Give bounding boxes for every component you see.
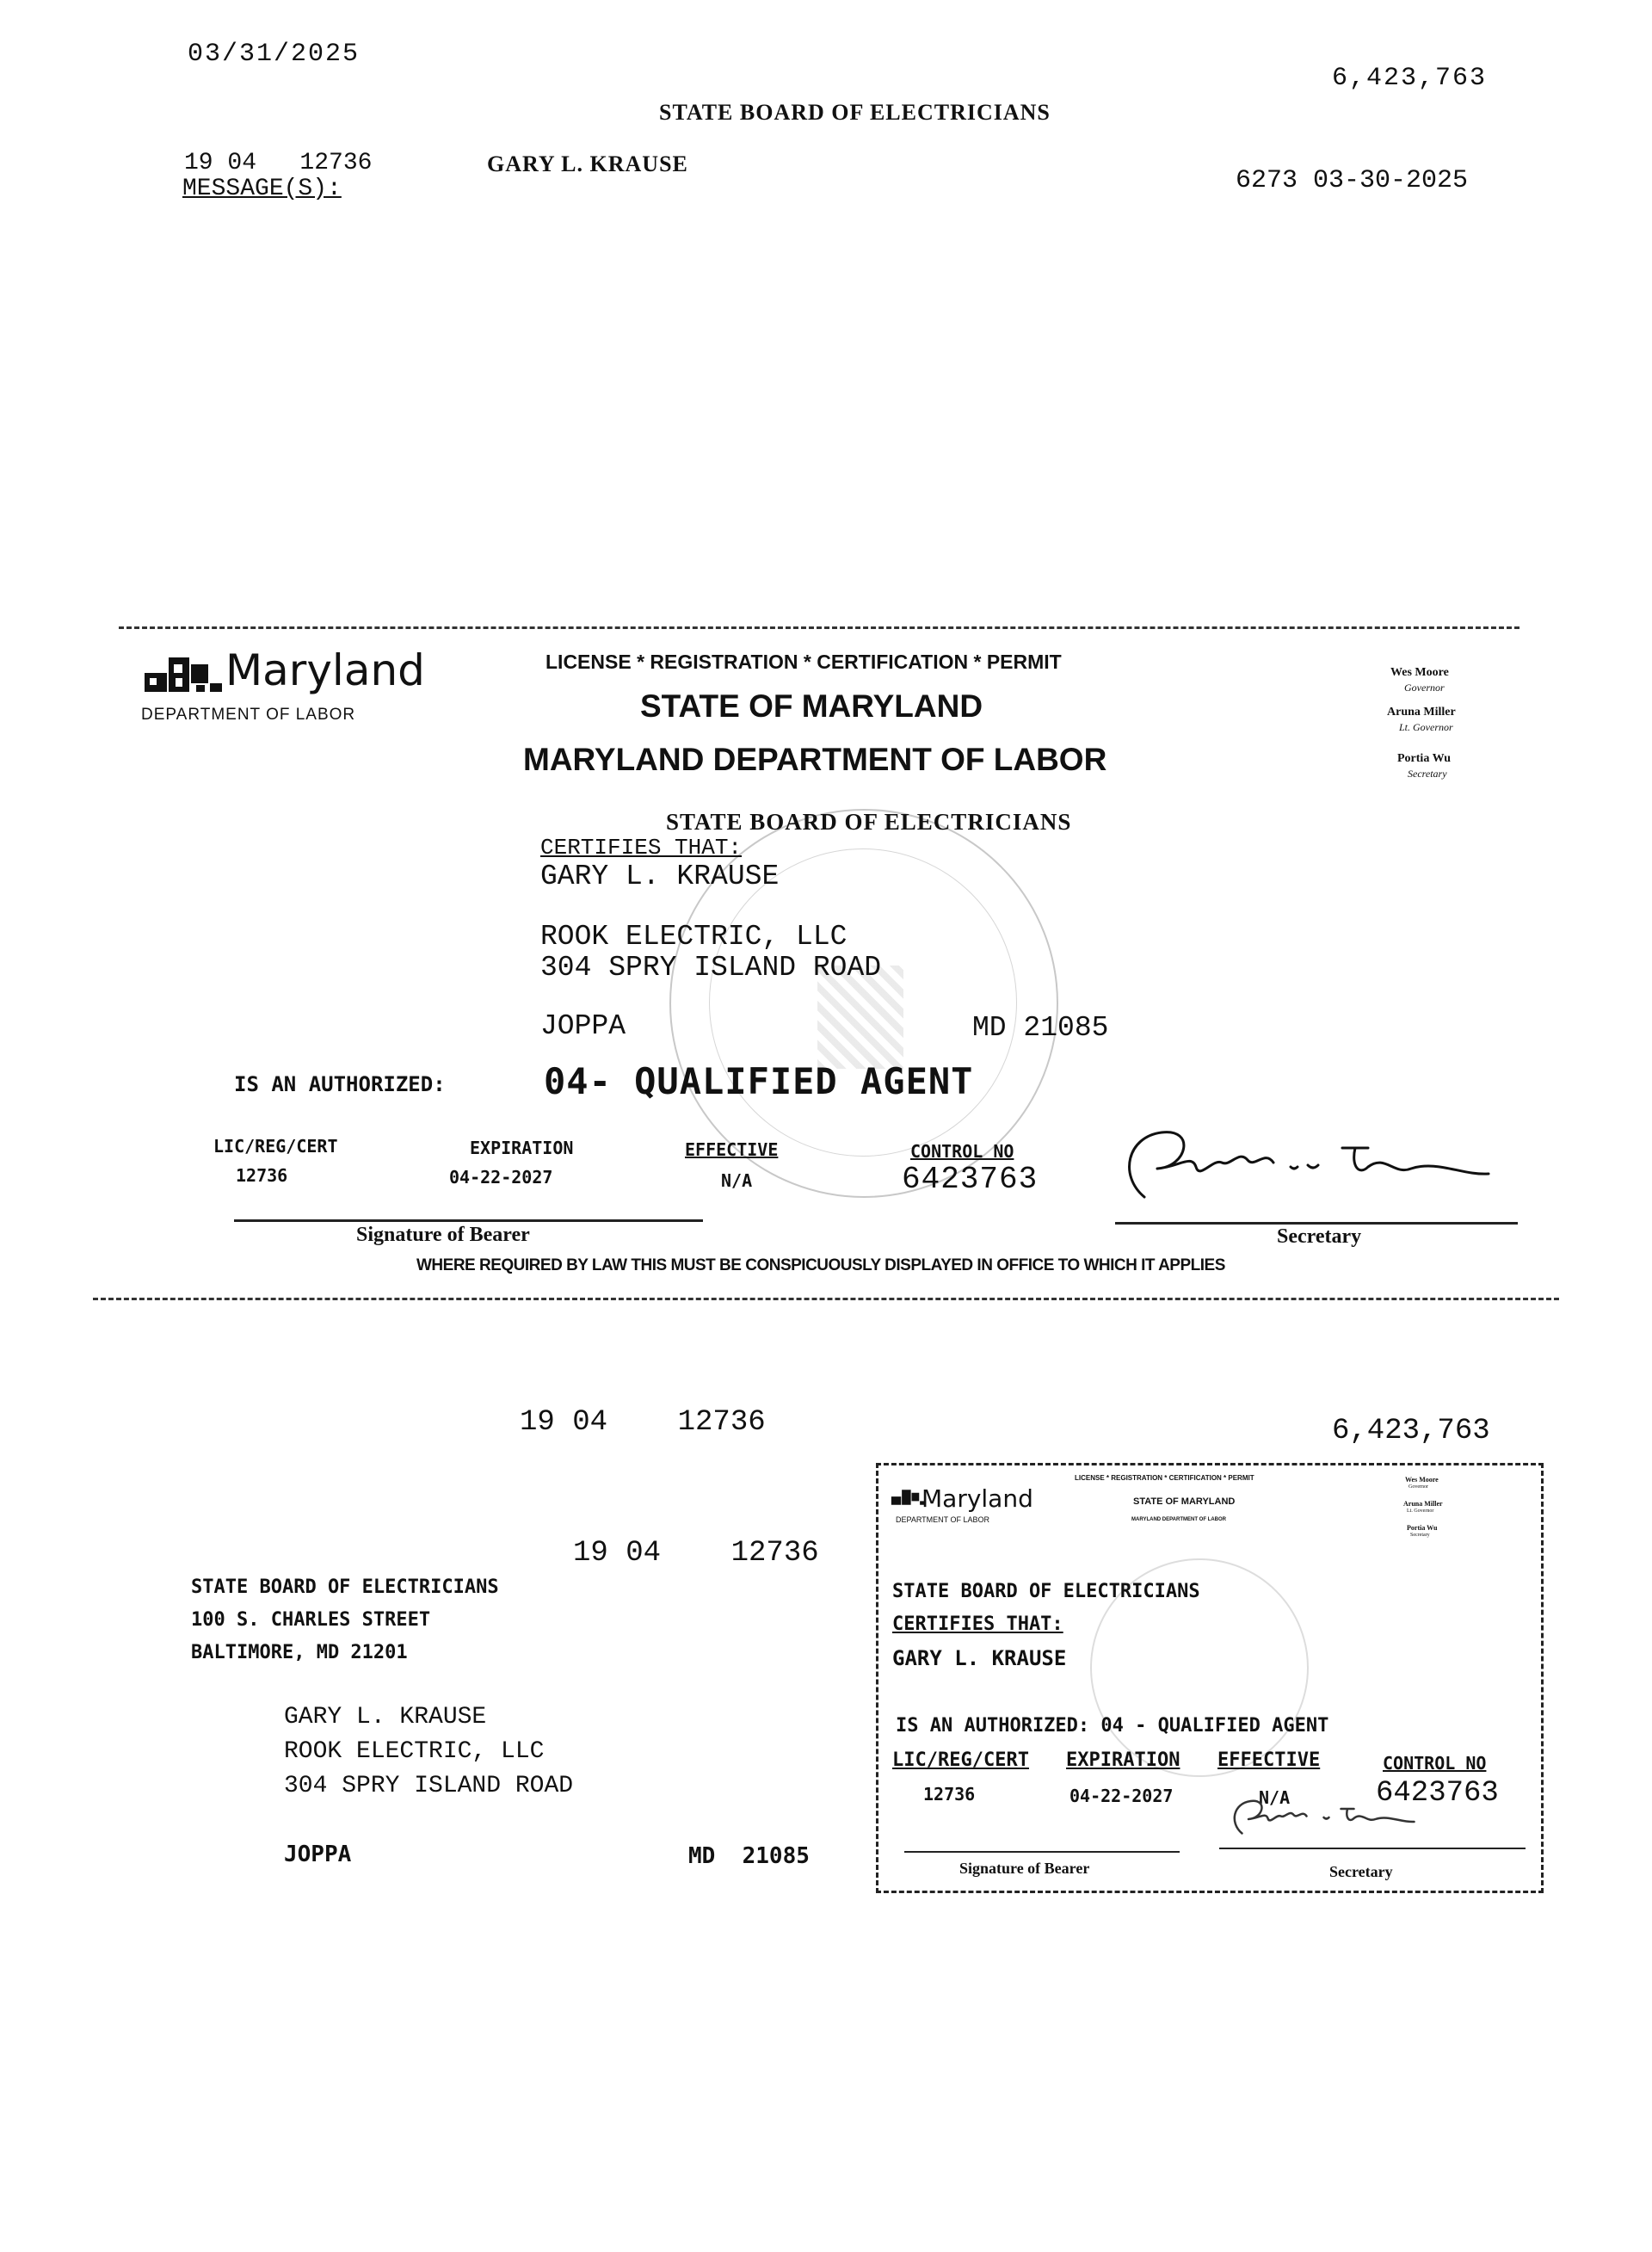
secretary-signature-line bbox=[1115, 1222, 1518, 1225]
wallet-authorized-line: IS AN AUTHORIZED: 04 - QUALIFIED AGENT bbox=[896, 1715, 1329, 1737]
wallet-control-label: CONTROL NO bbox=[1383, 1753, 1487, 1774]
official-name-2: Aruna Miller bbox=[1387, 706, 1456, 719]
wallet-logo-word: Maryland bbox=[922, 1484, 1033, 1513]
official-title-1: Governor bbox=[1404, 682, 1445, 694]
official-title-3: Secretary bbox=[1408, 768, 1447, 780]
official-title-2: Lt. Governor bbox=[1399, 721, 1453, 733]
wallet-control-value: 6423763 bbox=[1376, 1777, 1499, 1810]
wallet-secretary-signature bbox=[1223, 1792, 1429, 1844]
wallet-department-heading: MARYLAND DEPARTMENT OF LABOR bbox=[1131, 1517, 1226, 1522]
print-date: 03/31/2025 bbox=[188, 40, 361, 69]
wallet-lic-value: 12736 bbox=[923, 1784, 976, 1805]
certificate-top-border bbox=[119, 626, 1519, 629]
official-name-3: Portia Wu bbox=[1397, 752, 1452, 765]
certifies-label: CERTIFIES THAT: bbox=[540, 835, 743, 861]
state-heading: STATE OF MARYLAND bbox=[640, 688, 983, 724]
logo-subtitle: DEPARTMENT OF LABOR bbox=[141, 706, 356, 724]
wallet-certifies-label: CERTIFIES THAT: bbox=[892, 1613, 1063, 1635]
stub-codes-mid: 19 04 12736 bbox=[573, 1537, 819, 1570]
maryland-logo bbox=[143, 644, 453, 730]
batch-date: 6273 03-30-2025 bbox=[1236, 166, 1469, 195]
wallet-card bbox=[876, 1463, 1544, 1893]
control-value: 6423763 bbox=[902, 1162, 1039, 1197]
official-name-1: Wes Moore bbox=[1390, 666, 1449, 679]
wallet-official-title-3: Secretary bbox=[1410, 1533, 1430, 1538]
messages-label: MESSAGE(S): bbox=[182, 176, 342, 202]
wallet-secretary-label: Secretary bbox=[1329, 1863, 1393, 1880]
wallet-lic-label: LIC/REG/CERT bbox=[892, 1749, 1029, 1771]
sender-line-1: STATE BOARD OF ELECTRICIANS bbox=[191, 1576, 499, 1598]
certificate-company: ROOK ELECTRIC, LLC bbox=[540, 921, 848, 953]
header-codes: 19 04 12736 bbox=[184, 150, 373, 176]
expiration-label: EXPIRATION bbox=[470, 1138, 574, 1158]
effective-value: N/A bbox=[721, 1170, 753, 1191]
ref-number-top: 6,423,763 bbox=[1332, 64, 1488, 93]
certificate-city: JOPPA bbox=[540, 1010, 626, 1042]
recipient-line-3: 304 SPRY ISLAND ROAD bbox=[284, 1773, 574, 1799]
wallet-state-heading: STATE OF MARYLAND bbox=[1133, 1496, 1236, 1507]
stub-codes-top: 19 04 12736 bbox=[520, 1406, 766, 1439]
wallet-official-title-2: Lt. Governor bbox=[1407, 1509, 1434, 1514]
maryland-flag-icon bbox=[143, 649, 225, 700]
bearer-signature-line bbox=[234, 1219, 703, 1222]
logo-word: Maryland bbox=[225, 645, 425, 695]
display-notice: WHERE REQUIRED BY LAW THIS MUST BE CONSPICUOUSLY DISPLAYED IN OFFICE TO WHICH IT APPLIES bbox=[416, 1256, 1225, 1274]
wallet-credential-types: LICENSE * REGISTRATION * CERTIFICATION * PERMIT bbox=[1075, 1474, 1254, 1482]
lic-value: 12736 bbox=[236, 1165, 288, 1186]
recipient-state-zip: MD 21085 bbox=[688, 1843, 810, 1869]
secretary-signature bbox=[1110, 1115, 1514, 1219]
recipient-line-2: ROOK ELECTRIC, LLC bbox=[284, 1738, 545, 1765]
wallet-effective-value: N/A bbox=[1259, 1787, 1291, 1808]
wallet-bearer-line bbox=[904, 1851, 1180, 1853]
wallet-effective-label: EFFECTIVE bbox=[1217, 1749, 1321, 1771]
wallet-board: STATE BOARD OF ELECTRICIANS bbox=[892, 1581, 1200, 1602]
wallet-official-name-1: Wes Moore bbox=[1405, 1476, 1439, 1484]
wallet-official-name-3: Portia Wu bbox=[1407, 1524, 1438, 1532]
sender-line-2: 100 S. CHARLES STREET bbox=[191, 1609, 431, 1631]
certificate-name: GARY L. KRAUSE bbox=[540, 861, 780, 892]
recipient-line-1: GARY L. KRAUSE bbox=[284, 1704, 487, 1731]
wallet-expiration-value: 04-22-2027 bbox=[1069, 1786, 1174, 1806]
expiration-value: 04-22-2027 bbox=[449, 1167, 553, 1188]
wallet-secretary-line bbox=[1219, 1848, 1526, 1849]
stub-ref-number: 6,423,763 bbox=[1332, 1415, 1490, 1447]
certificate-state-zip: MD 21085 bbox=[972, 1012, 1109, 1044]
lic-label: LIC/REG/CERT bbox=[213, 1136, 338, 1157]
wallet-logo-subtitle: DEPARTMENT OF LABOR bbox=[896, 1515, 990, 1524]
board-title: STATE BOARD OF ELECTRICIANS bbox=[659, 100, 1051, 125]
wallet-official-title-1: Governor bbox=[1409, 1484, 1428, 1490]
effective-label: EFFECTIVE bbox=[685, 1139, 779, 1160]
certificate-board: STATE BOARD OF ELECTRICIANS bbox=[666, 809, 1072, 835]
authorized-label: IS AN AUTHORIZED: bbox=[234, 1072, 446, 1096]
wallet-bearer-label: Signature of Bearer bbox=[959, 1860, 1090, 1877]
department-heading: MARYLAND DEPARTMENT OF LABOR bbox=[523, 742, 1107, 777]
credential-types: LICENSE * REGISTRATION * CERTIFICATION * PERMIT bbox=[546, 651, 1062, 673]
wallet-expiration-label: EXPIRATION bbox=[1066, 1749, 1180, 1771]
secretary-label: Secretary bbox=[1277, 1225, 1362, 1248]
wallet-official-name-2: Aruna Miller bbox=[1403, 1500, 1443, 1508]
sender-line-3: BALTIMORE, MD 21201 bbox=[191, 1642, 408, 1663]
certificate-address: 304 SPRY ISLAND ROAD bbox=[540, 952, 882, 984]
bearer-label: Signature of Bearer bbox=[356, 1224, 530, 1246]
control-label: CONTROL NO bbox=[910, 1141, 1014, 1162]
header-holder-name: GARY L. KRAUSE bbox=[487, 151, 688, 176]
certificate-bottom-border bbox=[93, 1298, 1559, 1300]
recipient-city: JOPPA bbox=[284, 1842, 352, 1867]
wallet-name: GARY L. KRAUSE bbox=[892, 1646, 1067, 1670]
authorized-value: 04- QUALIFIED AGENT bbox=[544, 1060, 974, 1102]
